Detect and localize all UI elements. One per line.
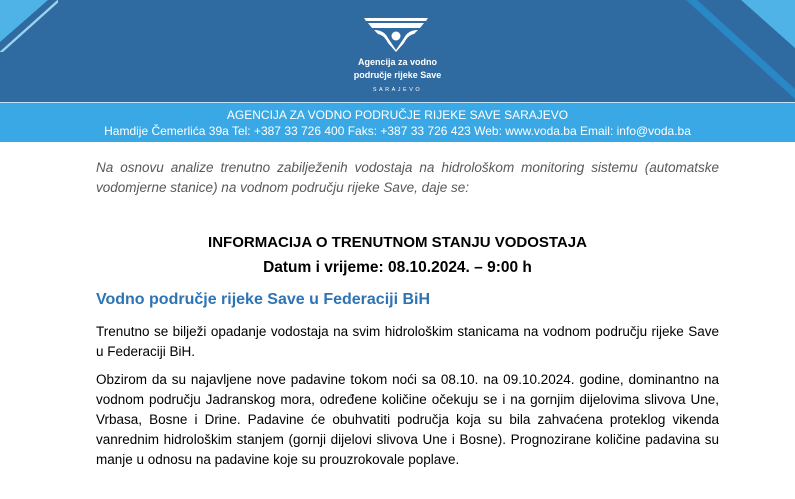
section-paragraph-1: Trenutno se bilježi opadanje vodostaja na svim hidrološkim stanicama na vodnom području rijeke Save u Federaciji BiH. xyxy=(96,324,719,359)
contact-details: Hamdije Čemerlića 39a Tel: +387 33 726 400 Faks: +387 33 726 423 Web: www.voda.ba Email: info@voda.ba xyxy=(104,124,691,138)
agency-full-name: AGENCIJA ZA VODNO PODRUČJE RIJEKE SAVE SARAJEVO xyxy=(226,108,569,122)
section-heading: Vodno područje rijeke Save u Federaciji BiH xyxy=(96,291,431,308)
corner-strip-right xyxy=(685,0,795,100)
contact-strip xyxy=(0,102,795,142)
intro-paragraph: Na osnovu analize trenutno zabilježenih vodostaja na hidrološkom monitoring sistemu (automatske vodomjerne stanice) na vodnom području rijeke Save, daje se: xyxy=(96,160,719,195)
agency-logo-icon xyxy=(362,16,430,52)
header-banner xyxy=(0,0,795,102)
agency-city: SARAJEVO xyxy=(372,87,423,93)
section-paragraph-2: Obzirom da su najavljene nove padavine tokom noći sa 08.10. na 09.10.2024. godine, dominantno na vodnom području Jadranskog mora, određene količine očekuju se i na gornjim dijelovima slivova Une, Vrbasa, Bosne i Drine. Padavine će obuhvatiti područja koja su bila zahvaćena proteklog vikenda vanrednim hidrološkim stanjem (gornji dijelovi slivova Une i Bosne). Prognozirane količine padavina su manje u odnosu na padavine koje su prouzrokovale poplave. xyxy=(96,372,719,467)
corner-edge-left xyxy=(0,0,58,52)
agency-name-line2: područje rijeke Save xyxy=(353,70,442,80)
document-title: INFORMACIJA O TRENUTNOM STANJU VODOSTAJA xyxy=(208,234,587,251)
document-datetime: Datum i vrijeme: 08.10.2024. – 9:00 h xyxy=(263,259,532,276)
agency-name-line1: Agencija za vodno xyxy=(357,57,437,67)
